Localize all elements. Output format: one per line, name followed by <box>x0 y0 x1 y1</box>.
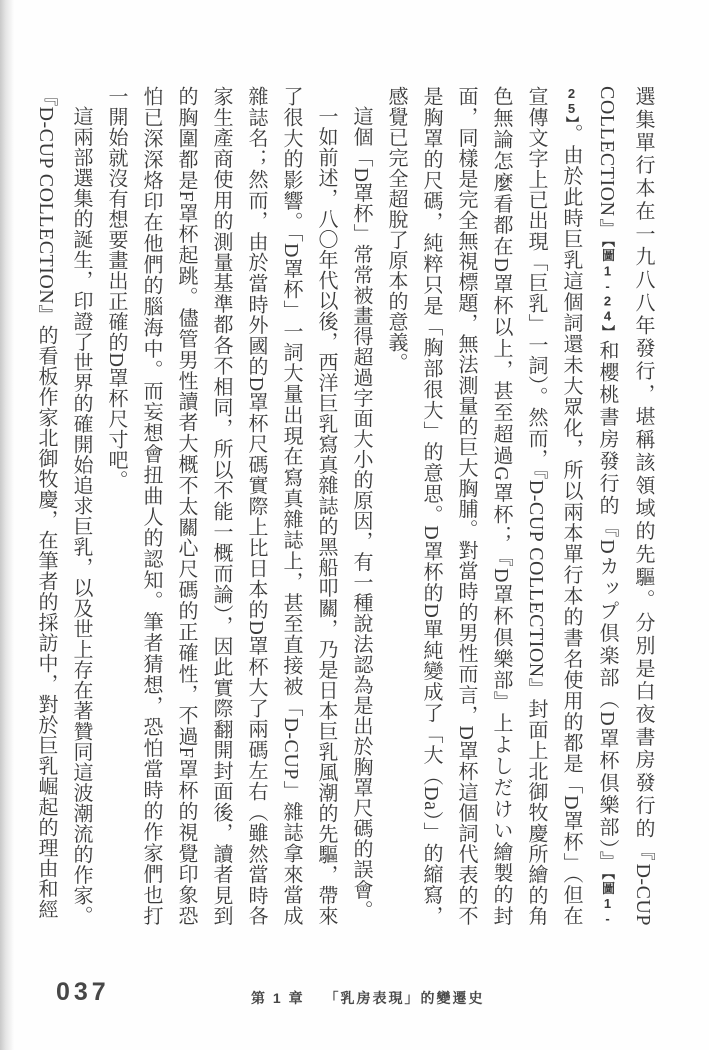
running-footer <box>251 988 484 1008</box>
page-number: 037 <box>56 978 110 1006</box>
text-run: 這個「D罩杯」常常被畫得超過字面大小的原因，有一種說法認為是出於胸罩尺碼的誤會。 <box>350 106 372 921</box>
text-run: 。由於此時巨乳這個詞還未大眾化，所以兩本單行本的書名使用的都是「D罩杯」（但在宣傳文字上已出現「巨乳」一詞）。然而，『D-CUP COLLECTION』封面上北御牧慶所繪的角色無論怎麼看都在D罩杯以上，甚至超過G罩杯；『D罩杯倶樂部』上よしだけい繪製的封面，同樣是完全無視標題，無法測量的巨大胸脯。對當時的男性而言，D罩杯這個詞代表的不是胸罩的尺碼，純粹只是「胸部很大」的意思。D罩杯的D單純變成了「大（Da）」的縮寫，感覺已完全超脫了原本的意義。 <box>385 86 582 926</box>
figure-reference: 【圖1-24】 <box>600 240 615 340</box>
text-run: 這兩部選集的誕生，印證了世界的確開始追求巨乳，以及世上存在著贊同這波潮流的作家。『D-CUP COLLECTION』的看板作家北御牧慶，在筆者的採訪中，對於巨乳崛起的理由和經 <box>35 86 92 926</box>
text-run: 選集單行本在一九八八年發行，堪稱該領域的先驅。分別是白夜書房發行的『D-CUP COLLECTION』 <box>596 86 654 926</box>
paragraph <box>98 86 343 926</box>
figure-reference: 【圖1-25】 <box>564 86 615 927</box>
paragraph <box>378 86 660 926</box>
body-text <box>28 86 660 926</box>
chapter-label: 第 1 章 <box>251 990 305 1006</box>
text-run: 一如前述，八〇年代以後，西洋巨乳寫真雜誌的黑船叩關，乃是日本巨乳風潮的先驅，帶來了很大的影響。「D罩杯」一詞大量出現在寫真雜誌上，甚至直接被「D-CUP」雜誌拿來當成雜誌名；然而，由於當時外國的D罩杯尺碼實際上比日本的D罩杯大了兩碼左右（雖然當時各家生產商使用的測量基準都各不相同，所以不能一概而論），因此實際翻開封面後，讀者見到的胸圍都是F罩杯起跳。儘管男性讀者大概不太關心尺碼的正確性，不過F罩杯的視覺印象恐怕已深深烙印在他們的腦海中。而妄想會扭曲人的認知。筆者猜想，恐怕當時的作家們也打一開始就沒有想要畫出正確的D罩杯尺寸吧。 <box>105 86 337 926</box>
paragraph <box>28 86 98 926</box>
text-run: 和櫻桃書房發行的『Dカップ倶楽部（D罩杯倶樂部）』 <box>596 339 618 874</box>
paragraph <box>343 86 378 926</box>
page-edge-shadow <box>0 0 14 1050</box>
chapter-title: 「乳房表現」的變遷史 <box>324 990 485 1006</box>
